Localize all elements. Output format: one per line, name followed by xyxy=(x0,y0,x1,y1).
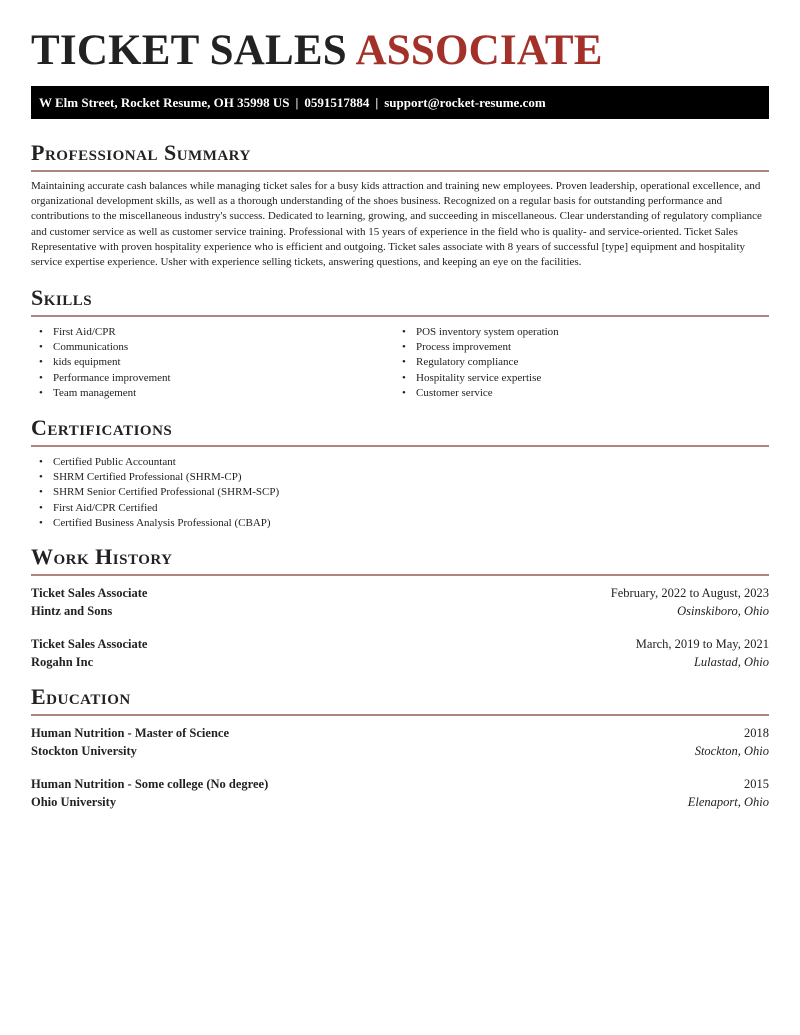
job-entry xyxy=(31,584,769,620)
section-skills xyxy=(31,285,769,401)
contact-separator: | xyxy=(295,95,299,110)
education-school-row xyxy=(31,793,769,811)
job-position: Ticket Sales Associate xyxy=(31,637,148,651)
section-title: Skills xyxy=(31,285,93,310)
education-header-row xyxy=(31,775,769,793)
skills-column-left xyxy=(31,325,394,401)
contact-separator: | xyxy=(375,95,379,110)
job-location: Osinskiboro, Ohio xyxy=(677,604,769,618)
job-header-row xyxy=(31,584,769,602)
skill-item: • Process improvement xyxy=(402,340,757,355)
title-accent: ASSOCIATE xyxy=(355,27,603,74)
skill-item: • Team management xyxy=(39,386,394,401)
section-work-history xyxy=(31,544,769,671)
education-entry xyxy=(31,775,769,811)
education-header-row xyxy=(31,724,769,742)
job-company: Hintz and Sons xyxy=(31,604,113,618)
section-divider xyxy=(31,445,769,447)
skill-item: • Communications xyxy=(39,340,394,355)
certification-item: • SHRM Senior Certified Professional (SHRM-SCP) xyxy=(39,485,769,500)
job-company-row xyxy=(31,602,769,620)
education-school: Ohio University xyxy=(31,795,117,809)
certifications-list xyxy=(31,455,769,531)
section-certifications xyxy=(31,415,769,531)
skill-item: • Hospitality service expertise xyxy=(402,371,757,386)
education-school-row xyxy=(31,742,769,760)
skills-column-right xyxy=(394,325,757,401)
section-title: Work History xyxy=(31,544,173,569)
resume-title xyxy=(31,28,603,74)
skill-item: • First Aid/CPR xyxy=(39,325,394,340)
certification-item: • Certified Business Analysis Professional (CBAP) xyxy=(39,516,769,531)
certification-item: • Certified Public Accountant xyxy=(39,455,769,470)
section-title: Certifications xyxy=(31,415,173,440)
section-title: Education xyxy=(31,684,131,709)
education-location: Stockton, Ohio xyxy=(694,744,769,758)
section-professional-summary xyxy=(31,140,769,270)
summary-text: Maintaining accurate cash balances while managing ticket sales for a busy kids attraction and training new employees. Proven leadership, operational excellence, and organizational development skills, as well as a thorough understanding of the shoes business. Recognized on a regular basis for outstanding performance and contributions to the miscellaneous industry's success. Dedicated to learning, growing, and succeeding in miscellaneous. Clear understanding of regulatory compliance and customer service as well as customer service training. Professional with 15 years of experience in the field who is quality- and service-oriented. Ticket Sales Representative with proven hospitality experience who is efficient and outgoing. Ticket sales associate with 8 years of successful [type] equipment and hospitality service expertise experience. Usher with experience selling tickets, answering questions, and keeping an eye on the facilities. xyxy=(31,180,762,269)
section-divider xyxy=(31,714,769,716)
education-year: 2018 xyxy=(744,726,769,740)
job-company: Rogahn Inc xyxy=(31,655,94,669)
certification-item: • First Aid/CPR Certified xyxy=(39,501,769,516)
skill-item: • Customer service xyxy=(402,386,757,401)
section-divider xyxy=(31,315,769,317)
education-degree: Human Nutrition - Master of Science xyxy=(31,726,230,740)
section-divider xyxy=(31,170,769,172)
skill-item: • Performance improvement xyxy=(39,371,394,386)
education-school: Stockton University xyxy=(31,744,137,758)
skill-item: • kids equipment xyxy=(39,355,394,370)
certification-item: • SHRM Certified Professional (SHRM-CP) xyxy=(39,470,769,485)
section-title: Professional Summary xyxy=(31,140,251,165)
contact-phone: 0591517884 xyxy=(304,95,370,110)
skills-list-right xyxy=(394,325,757,401)
section-education xyxy=(31,684,769,811)
title-main: TICKET SALES xyxy=(31,27,356,74)
job-location: Lulastad, Ohio xyxy=(693,655,769,669)
job-company-row xyxy=(31,653,769,671)
job-entry xyxy=(31,635,769,671)
contact-email[interactable]: support@rocket-resume.com xyxy=(384,95,546,110)
education-location: Elenaport, Ohio xyxy=(687,795,769,809)
skills-list-left xyxy=(31,325,394,401)
education-degree: Human Nutrition - Some college (No degree) xyxy=(31,777,269,791)
skill-item: • Regulatory compliance xyxy=(402,355,757,370)
education-year: 2015 xyxy=(744,777,769,791)
job-header-row xyxy=(31,635,769,653)
job-position: Ticket Sales Associate xyxy=(31,586,148,600)
job-dates: February, 2022 to August, 2023 xyxy=(610,586,769,600)
job-dates: March, 2019 to May, 2021 xyxy=(635,637,769,651)
skills-grid xyxy=(31,325,769,401)
section-divider xyxy=(31,574,769,576)
contact-address: W Elm Street, Rocket Resume, OH 35998 US xyxy=(39,95,290,110)
education-entry xyxy=(31,724,769,760)
contact-bar xyxy=(31,86,769,119)
skill-item: • POS inventory system operation xyxy=(402,325,757,340)
